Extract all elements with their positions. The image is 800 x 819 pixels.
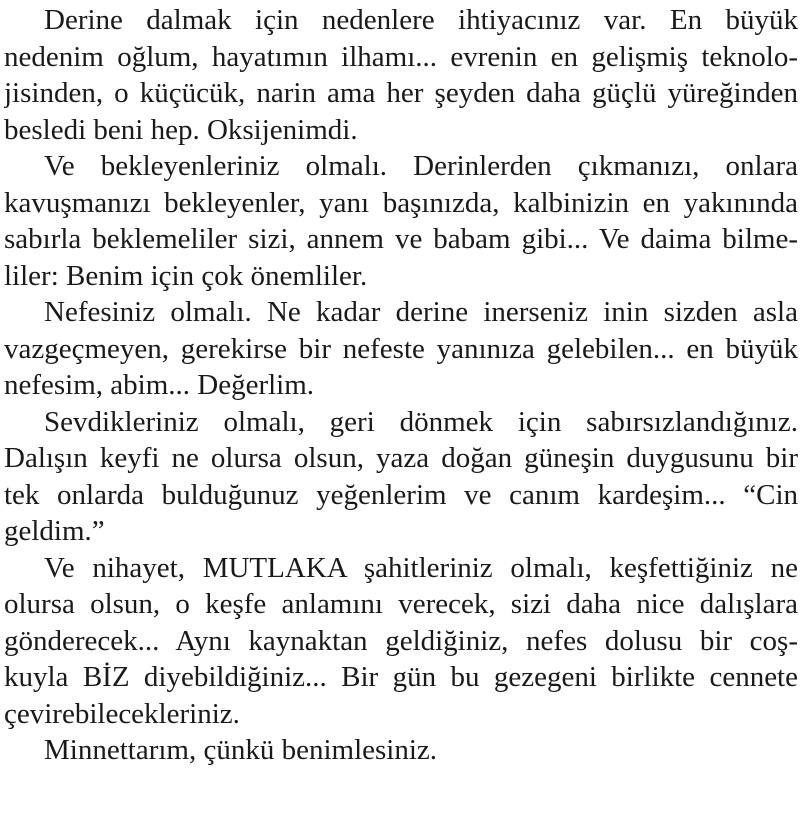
- text-line: Ve nihayet, MUTLAKA şahitleriniz olmalı, keşfettiğiniz ne: [44, 551, 798, 584]
- text-line: kuyla BİZ diyebildiğiniz... Bir gün bu gezegeni birlikte cennete: [4, 661, 798, 693]
- text-line: Derine dalmak için nedenlere ihtiyacınız var. En büyük: [44, 4, 798, 36]
- document-page: [4, 2, 798, 769]
- text-line: besledi beni hep. Oksijenimdi.: [4, 113, 358, 146]
- text-line: vazgeçmeyen, gerekirse bir nefeste yanınıza gelebilen... en büyük: [4, 332, 798, 365]
- text-line: tek onlarda bulduğunuz yeğenlerim ve canım kardeşim... “Cin: [4, 478, 798, 511]
- text-line: nedenim oğlum, hayatımın ilhamı... evrenin en gelişmiş teknolo-: [4, 40, 798, 73]
- paragraph-reasons: [4, 2, 798, 148]
- text-line: Nefesiniz olmalı. Ne kadar derine inerseniz inin sizden asla: [44, 296, 798, 328]
- text-line: çevirebilecekleriniz.: [4, 697, 240, 730]
- paragraph-breath: [4, 294, 798, 404]
- text-line: sabırla beklemeliler sizi, annem ve babam gibi... Ve daima bilme-: [4, 223, 798, 255]
- text-line: Minnettarım, çünkü benimlesiniz.: [44, 734, 438, 766]
- text-line: jisinden, o küçücük, narin ama her şeyden daha güçlü yüreğinden: [4, 77, 798, 109]
- text-line: Ve bekleyenleriniz olmalı. Derinlerden çıkmanızı, onlara: [44, 150, 798, 182]
- paragraph-waiting-ones: [4, 148, 798, 294]
- text-line: Sevdikleriniz olmalı, geri dönmek için sabırsızlandığınız.: [44, 405, 798, 438]
- paragraph-gratitude: [4, 732, 798, 769]
- paragraph-witnesses: [4, 550, 798, 733]
- text-line: liler: Benim için çok önemliler.: [4, 259, 368, 292]
- paragraph-loved-ones: [4, 404, 798, 550]
- text-line: olursa olsun, o keşfe anlamını verecek, sizi daha nice dalışlara: [4, 588, 798, 620]
- text-line: nefesim, abim... Değerlim.: [4, 369, 315, 401]
- text-line: Dalışın keyfi ne olursa olsun, yaza doğan güneşin duygusunu bir: [4, 442, 798, 474]
- text-line: gönderecek... Aynı kaynaktan geldiğiniz, nefes dolusu bir coş-: [4, 624, 798, 657]
- text-line: geldim.”: [4, 515, 105, 547]
- text-line: kavuşmanızı bekleyenler, yanı başınızda, kalbinizin en yakınında: [4, 186, 798, 219]
